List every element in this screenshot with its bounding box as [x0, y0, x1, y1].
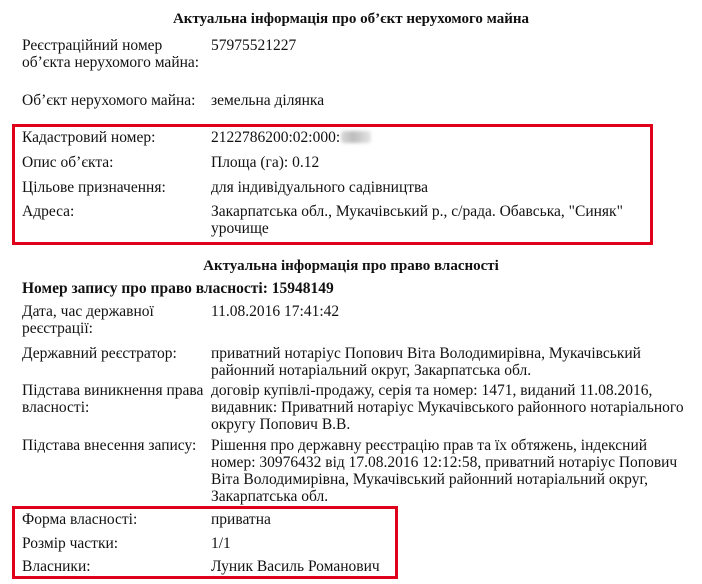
purpose-label: Цільове призначення: [22, 179, 166, 196]
registrar-label: Державний реєстратор: [22, 345, 177, 362]
reg-date-value: 11.08.2016 17:41:42 [211, 303, 340, 320]
description-value: Площа (га): 0.12 [211, 154, 320, 171]
basis-label: Підстава виникнення права власності: [22, 382, 204, 416]
registrar-value: приватний нотаріус Попович Віта Володимирівна, Мукачівський районний нотаріальний округ, Закарпатська обл. [211, 345, 641, 379]
entry-basis-value: Рішення про державну реєстрацію прав та їх обтяжень, індексний номер: 30976432 від 17.08.2016 12:12:58, приватний нотаріус Попович Віта Володимирівна, Мукачівський районний нотаріальний округ, Закарпатська обл. [211, 437, 678, 505]
address-value: Закарпатська обл., Мукачівський р., с/рада. Обавська, "Синяк" урочище [211, 203, 623, 237]
ownership-form-label: Форма власності: [22, 511, 138, 528]
reg-date-label: Дата, час державної реєстрації: [22, 303, 154, 337]
object-section-title: Актуальна інформація про об’єкт нерухомого майна [172, 11, 530, 27]
address-label: Адреса: [22, 203, 75, 220]
object-value: земельна ділянка [211, 92, 325, 109]
cadastral-value: 2122786200:02:000: [211, 129, 341, 146]
ownership-form-value: приватна [211, 511, 271, 528]
entry-basis-label: Підстава внесення запису: [22, 437, 197, 454]
share-value: 1/1 [211, 535, 231, 552]
redacted-blur [341, 131, 371, 143]
description-label: Опис об’єкта: [22, 154, 114, 171]
cadastral-label: Кадастровий номер: [22, 129, 156, 146]
ownership-section-title: Актуальна інформація про право власності [203, 258, 499, 274]
share-label: Розмір частки: [22, 535, 119, 552]
reg-number-label: Реєстраційний номер об’єкта нерухомого майна: [22, 37, 200, 71]
object-label: Об’єкт нерухомого майна: [22, 92, 196, 109]
record-number: Номер запису про право власності: 15948149 [22, 280, 334, 297]
owners-label: Власники: [22, 558, 91, 575]
basis-value: договір купівлі-продажу, серія та номер: 1471, виданий 11.08.2016, видавник: Приватний нотаріус Мукачівського районного нотаріального округу Попович В.В. [211, 382, 684, 433]
cadastral-value-wrap [211, 129, 691, 146]
purpose-value: для індивідуального садівництва [211, 179, 429, 196]
owners-value: Луник Василь Романович [211, 558, 380, 575]
reg-number-value: 57975521227 [211, 37, 297, 54]
